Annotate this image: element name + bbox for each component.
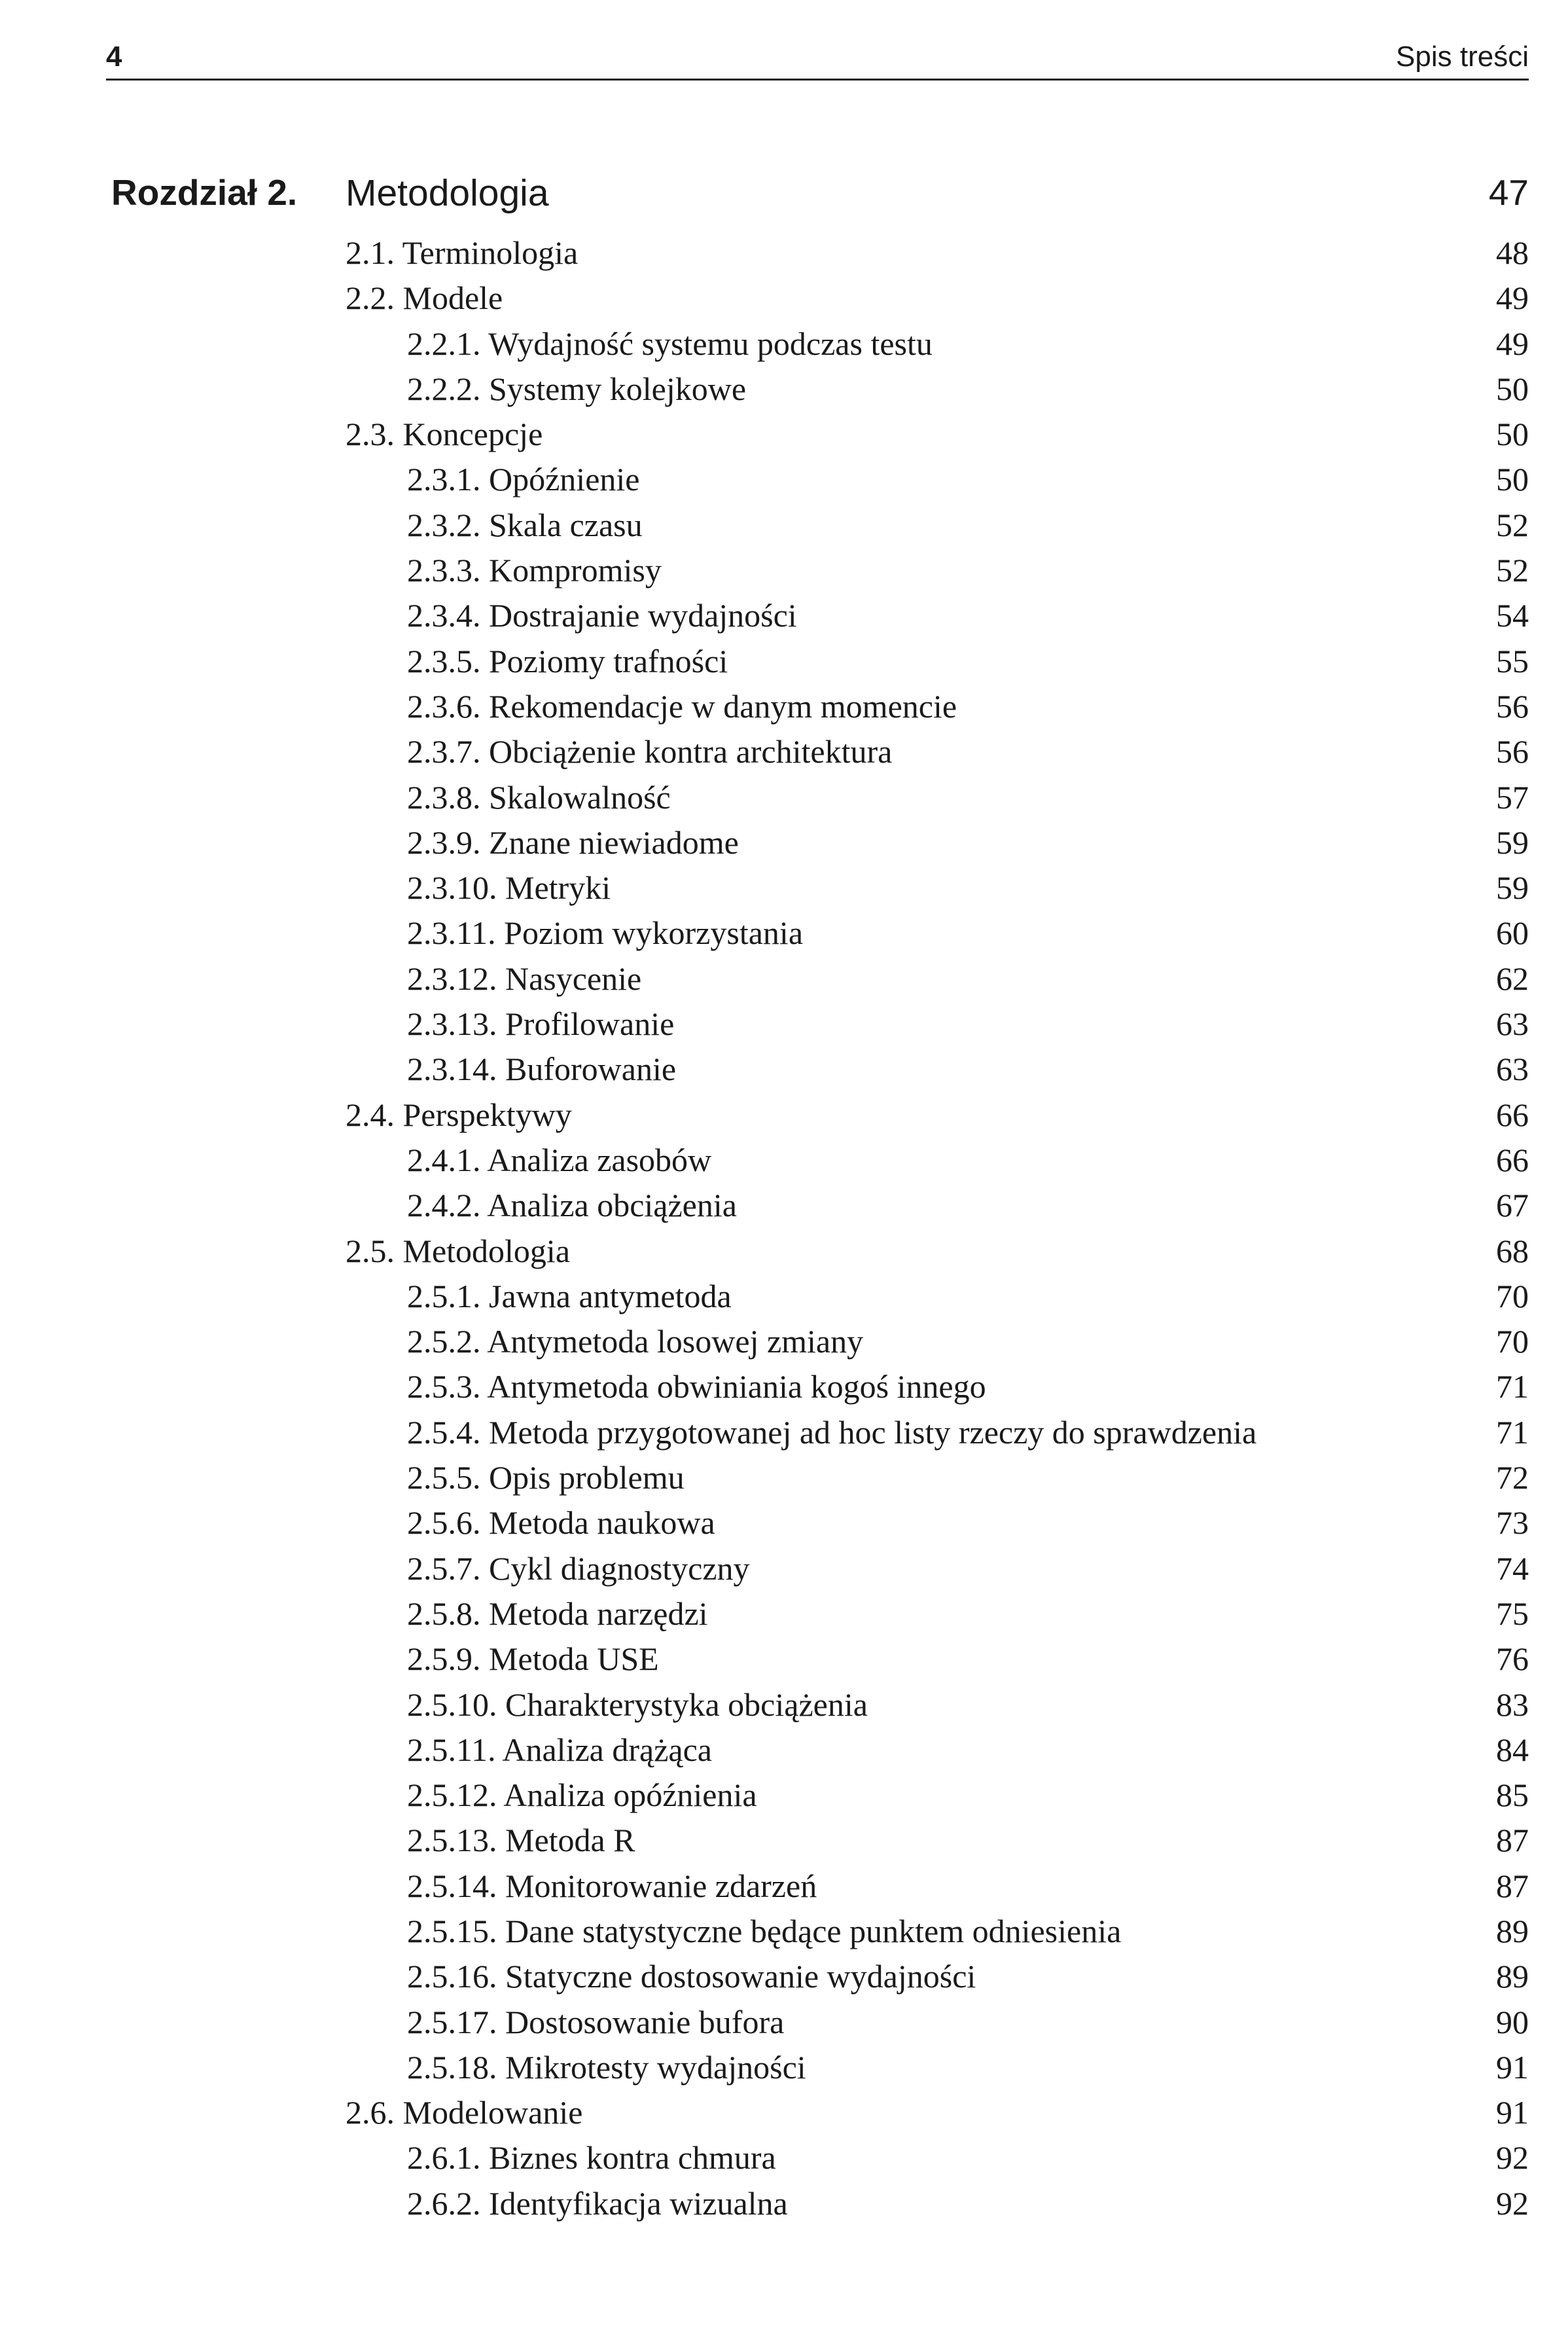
toc-entry-page-number: 50 [1496, 416, 1529, 453]
toc-entry-page-number: 49 [1496, 325, 1529, 362]
toc-entry[interactable] [0, 1364, 1568, 1409]
toc-entry-title: 2.3.3. Kompromisy [407, 552, 662, 589]
toc-entry-page-number: 87 [1496, 1822, 1529, 1859]
page-number: 4 [106, 41, 122, 73]
toc-entry-title: 2.5.6. Metoda naukowa [407, 1504, 715, 1542]
toc-entry-page-number: 91 [1496, 2048, 1529, 2086]
toc-entry[interactable] [0, 1727, 1568, 1773]
chapter-label: Rozdział 2. [111, 172, 298, 213]
toc-entry-page-number: 50 [1496, 461, 1529, 498]
toc-entry-title: 2.4. Perspektywy [346, 1096, 572, 1133]
toc-entry[interactable] [0, 865, 1568, 911]
header-rule [106, 79, 1529, 81]
toc-entry-page-number: 92 [1496, 2184, 1529, 2222]
toc-entry-page-number: 50 [1496, 370, 1529, 407]
toc-entry-page-number: 56 [1496, 733, 1529, 770]
toc-entry-page-number: 48 [1496, 234, 1529, 271]
toc-entry[interactable] [0, 1002, 1568, 1047]
toc-entry[interactable] [0, 1682, 1568, 1727]
toc-entry[interactable] [0, 367, 1568, 412]
toc-entry[interactable] [0, 775, 1568, 820]
toc-entry[interactable] [0, 457, 1568, 502]
toc-entry-page-number: 62 [1496, 960, 1529, 997]
toc-entry[interactable] [0, 1954, 1568, 1999]
toc-entry-title: 2.3.7. Obciążenie kontra architektura [407, 733, 893, 770]
toc-entry-page-number: 66 [1496, 1096, 1529, 1133]
toc-entry-title: 2.5.4. Metoda przygotowanej ad hoc listy rzeczy do sprawdzenia [407, 1413, 1257, 1451]
toc-entry[interactable] [0, 820, 1568, 865]
toc-entry-page-number: 71 [1496, 1368, 1529, 1405]
chapter-heading[interactable] [111, 172, 1529, 224]
toc-entry[interactable] [0, 1636, 1568, 1682]
toc-entry[interactable] [0, 1864, 1568, 1909]
toc-entry-title: 2.3.14. Buforowanie [407, 1051, 677, 1088]
toc-entry-page-number: 52 [1496, 552, 1529, 589]
toc-entry-title: 2.3.4. Dostrajanie wydajności [407, 597, 797, 634]
toc-entry-page-number: 52 [1496, 506, 1529, 543]
toc-entry-title: 2.5.15. Dane statystyczne będące punktem odniesienia [407, 1912, 1122, 1949]
toc-entry-page-number: 83 [1496, 1686, 1529, 1723]
toc-entry-title: 2.5.3. Antymetoda obwiniania kogoś innego [407, 1368, 986, 1405]
toc-entry-page-number: 54 [1496, 597, 1529, 634]
toc-entry-page-number: 67 [1496, 1187, 1529, 1224]
toc-entry-title: 2.2.2. Systemy kolejkowe [407, 370, 747, 407]
toc-entry-title: 2.6. Modelowanie [346, 2094, 583, 2131]
toc-entry-title: 2.1. Terminologia [346, 234, 579, 271]
toc-entry-title: 2.5.8. Metoda narzędzi [407, 1595, 708, 1632]
toc-entry-page-number: 92 [1496, 2139, 1529, 2177]
toc-entry-title: 2.4.2. Analiza obciążenia [407, 1187, 737, 1224]
toc-entry-page-number: 56 [1496, 687, 1529, 725]
toc-entry[interactable] [0, 729, 1568, 774]
toc-entry-title: 2.5.5. Opis problemu [407, 1459, 685, 1496]
toc-entry[interactable] [0, 276, 1568, 321]
toc-entry[interactable] [0, 1183, 1568, 1228]
toc-entry-page-number: 87 [1496, 1867, 1529, 1904]
toc-entry-title: 2.3.1. Opóźnienie [407, 461, 640, 498]
toc-entry-title: 2.5.11. Analiza drążąca [407, 1731, 712, 1768]
toc-entry[interactable] [0, 1274, 1568, 1319]
toc-entry[interactable] [0, 684, 1568, 729]
toc-entry-page-number: 59 [1496, 823, 1529, 861]
toc-entry-title: 2.5.1. Jawna antymetoda [407, 1277, 732, 1314]
toc-entry-title: 2.2. Modele [346, 280, 503, 317]
toc-entry[interactable] [0, 1500, 1568, 1545]
toc-entry-page-number: 73 [1496, 1504, 1529, 1542]
toc-entry[interactable] [0, 1093, 1568, 1138]
toc-entry-title: 2.2.1. Wydajność systemu podczas testu [407, 325, 933, 362]
toc-entry[interactable] [0, 321, 1568, 367]
toc-entry-page-number: 76 [1496, 1640, 1529, 1678]
toc-entry-title: 2.5.9. Metoda USE [407, 1640, 659, 1678]
toc-entry-title: 2.5.16. Statyczne dostosowanie wydajności [407, 1958, 976, 1995]
toc-entry-page-number: 55 [1496, 642, 1529, 679]
toc-entry-page-number: 63 [1496, 1005, 1529, 1043]
toc-entry-title: 2.3.5. Poziomy trafności [407, 642, 728, 679]
toc-entry-title: 2.3.9. Znane niewiadome [407, 823, 739, 861]
toc-entry-page-number: 70 [1496, 1277, 1529, 1314]
toc-entry-title: 2.5.10. Charakterystyka obciążenia [407, 1686, 868, 1723]
toc-entry-title: 2.5.12. Analiza opóźnienia [407, 1777, 757, 1814]
toc-entry-title: 2.3.10. Metryki [407, 869, 611, 907]
toc-list [0, 230, 1568, 2226]
toc-entry[interactable] [0, 1909, 1568, 1954]
toc-entry-title: 2.3.11. Poziom wykorzystania [407, 914, 804, 952]
toc-entry-title: 2.5.7. Cykl diagnostyczny [407, 1549, 750, 1587]
toc-entry-title: 2.6.1. Biznes kontra chmura [407, 2139, 776, 2177]
toc-entry-page-number: 68 [1496, 1232, 1529, 1269]
chapter-title: Metodologia [346, 172, 549, 214]
toc-entry-title: 2.5.13. Metoda R [407, 1822, 635, 1859]
toc-entry[interactable] [0, 911, 1568, 956]
toc-entry[interactable] [0, 1138, 1568, 1183]
toc-entry-page-number: 70 [1496, 1323, 1529, 1360]
toc-entry-title: 2.6.2. Identyfikacja wizualna [407, 2184, 788, 2222]
toc-entry-page-number: 89 [1496, 1912, 1529, 1949]
chapter-page-number: 47 [1488, 172, 1529, 213]
toc-entry-title: 2.3.12. Nasycenie [407, 960, 642, 997]
toc-entry-title: 2.3.6. Rekomendacje w danym momencie [407, 687, 957, 725]
toc-entry-page-number: 57 [1496, 778, 1529, 816]
toc-entry[interactable] [0, 548, 1568, 593]
toc-entry[interactable] [0, 2045, 1568, 2090]
toc-entry-page-number: 71 [1496, 1413, 1529, 1451]
toc-entry-page-number: 60 [1496, 914, 1529, 952]
toc-entry-page-number: 66 [1496, 1141, 1529, 1178]
toc-entry[interactable] [0, 2090, 1568, 2135]
toc-entry-title: 2.4.1. Analiza zasobów [407, 1141, 712, 1178]
toc-entry-title: 2.5.18. Mikrotesty wydajności [407, 2048, 806, 2086]
toc-entry-page-number: 75 [1496, 1595, 1529, 1632]
toc-entry[interactable] [0, 1546, 1568, 1591]
toc-entry[interactable] [0, 1591, 1568, 1636]
toc-entry[interactable] [0, 1818, 1568, 1863]
toc-entry[interactable] [0, 2000, 1568, 2045]
toc-entry[interactable] [0, 1773, 1568, 1818]
toc-entry[interactable] [0, 1319, 1568, 1364]
toc-entry-page-number: 90 [1496, 2003, 1529, 2040]
toc-entry-title: 2.5.14. Monitorowanie zdarzeń [407, 1867, 817, 1904]
toc-entry[interactable] [0, 230, 1568, 276]
toc-entry[interactable] [0, 412, 1568, 457]
toc-entry-title: 2.3. Koncepcje [346, 416, 543, 453]
toc-entry[interactable] [0, 1229, 1568, 1274]
toc-entry[interactable] [0, 1047, 1568, 1092]
toc-entry-page-number: 59 [1496, 869, 1529, 907]
toc-entry[interactable] [0, 2135, 1568, 2180]
toc-entry[interactable] [0, 1455, 1568, 1500]
toc-entry-title: 2.3.8. Skalowalność [407, 778, 671, 816]
toc-entry[interactable] [0, 2181, 1568, 2226]
toc-entry-page-number: 74 [1496, 1549, 1529, 1587]
toc-entry-page-number: 91 [1496, 2094, 1529, 2131]
toc-entry-title: 2.5. Metodologia [346, 1232, 571, 1269]
toc-entry-title: 2.5.17. Dostosowanie bufora [407, 2003, 785, 2040]
toc-entry[interactable] [0, 1410, 1568, 1455]
toc-entry-page-number: 85 [1496, 1777, 1529, 1814]
toc-entry-page-number: 84 [1496, 1731, 1529, 1768]
toc-entry-page-number: 49 [1496, 280, 1529, 317]
toc-entry[interactable] [0, 503, 1568, 548]
toc-entry[interactable] [0, 639, 1568, 684]
toc-entry[interactable] [0, 956, 1568, 1002]
toc-entry[interactable] [0, 593, 1568, 638]
toc-entry-page-number: 72 [1496, 1459, 1529, 1496]
toc-entry-title: 2.5.2. Antymetoda losowej zmiany [407, 1323, 864, 1360]
toc-entry-title: 2.3.2. Skala czasu [407, 506, 643, 543]
running-header [106, 41, 1529, 80]
toc-entry-page-number: 89 [1496, 1958, 1529, 1995]
toc-entry-title: 2.3.13. Profilowanie [407, 1005, 675, 1043]
header-title: Spis treści [1396, 41, 1529, 73]
toc-entry-page-number: 63 [1496, 1051, 1529, 1088]
